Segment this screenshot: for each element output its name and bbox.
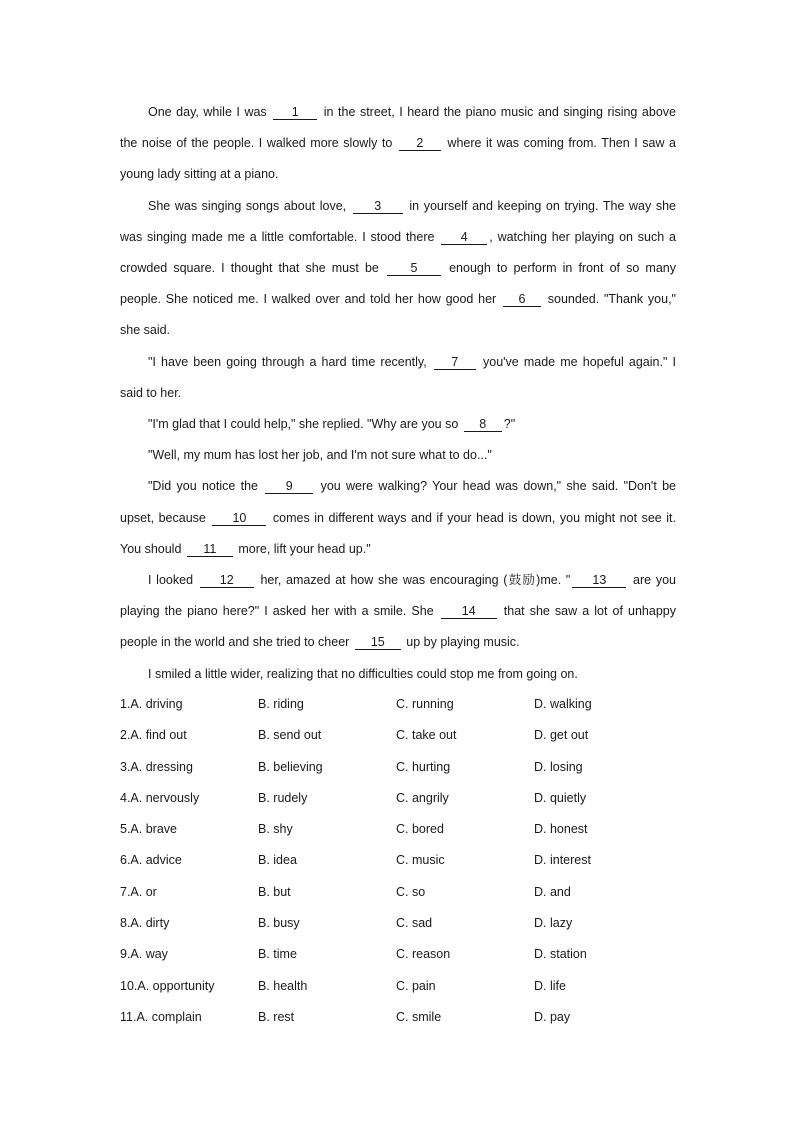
blank-12[interactable]: 12 — [200, 573, 254, 588]
option-row-7 — [120, 877, 680, 908]
passage-text: I looked — [148, 573, 198, 588]
option-9-c[interactable]: C. reason — [396, 947, 451, 962]
option-6-b[interactable]: B. idea — [258, 853, 297, 868]
option-4-a[interactable]: 4.A. nervously — [120, 790, 200, 805]
passage-text: She was singing songs about love, — [148, 198, 351, 213]
option-8-c[interactable]: C. sad — [396, 916, 433, 931]
passage-text: sounded. "Thank you," she said. — [120, 292, 676, 338]
option-1-c[interactable]: C. running — [396, 697, 454, 711]
option-3-b[interactable]: B. believing — [258, 759, 323, 774]
blank-4[interactable]: 4 — [441, 230, 487, 245]
option-row-2 — [120, 720, 680, 751]
option-3-c[interactable]: C. hurting — [396, 759, 451, 774]
passage-paragraph — [120, 471, 676, 565]
passage-text: in the street, I heard the piano music and singing rising above the noise of the people. I walked more slowly to — [120, 105, 676, 151]
option-10-d[interactable]: D. life — [534, 978, 566, 993]
passage-text: you've made me hopeful again." I said to her. — [120, 354, 676, 400]
passage-text: One day, while I was — [148, 105, 272, 119]
option-6-c[interactable]: C. music — [396, 853, 445, 868]
passage-paragraph — [120, 659, 676, 690]
option-7-a[interactable]: 7.A. or — [120, 884, 157, 899]
blank-7[interactable]: 7 — [434, 355, 476, 370]
option-2-b[interactable]: B. send out — [258, 728, 322, 743]
cloze-passage — [120, 97, 676, 690]
option-row-10 — [120, 971, 680, 1002]
option-row-11 — [120, 1002, 680, 1033]
option-8-d[interactable]: D. lazy — [534, 916, 573, 931]
option-row-8 — [120, 908, 680, 939]
option-4-c[interactable]: C. angrily — [396, 790, 449, 805]
option-5-b[interactable]: B. shy — [258, 822, 293, 837]
passage-text: ?" — [503, 417, 516, 432]
passage-text: "I'm glad that I could help," she replied. "Why are you so — [148, 417, 462, 432]
option-9-a[interactable]: 9.A. way — [120, 947, 168, 962]
option-row-5 — [120, 814, 680, 845]
option-2-a[interactable]: 2.A. find out — [120, 728, 187, 743]
option-11-a[interactable]: 11.A. complain — [120, 1009, 202, 1024]
passage-paragraph — [120, 565, 676, 659]
passage-text: are you playing the piano here?" I asked her with a smile. She — [120, 573, 676, 619]
passage-text: in yourself and keeping on trying. The way she was singing made me a little comfortable. I stood there — [120, 198, 676, 244]
option-2-d[interactable]: D. get out — [534, 728, 589, 743]
blank-15[interactable]: 15 — [355, 635, 401, 650]
option-5-c[interactable]: C. bored — [396, 822, 444, 837]
passage-paragraph — [120, 97, 676, 191]
passage-text: "Did you notice the — [148, 479, 264, 494]
option-11-d[interactable]: D. pay — [534, 1009, 571, 1024]
option-4-b[interactable]: B. rudely — [258, 790, 308, 805]
passage-text: "I have been going through a hard time recently, — [148, 354, 432, 369]
option-1-b[interactable]: B. riding — [258, 697, 304, 711]
option-3-a[interactable]: 3.A. dressing — [120, 759, 193, 774]
passage-paragraph — [120, 191, 676, 347]
blank-14[interactable]: 14 — [441, 604, 497, 619]
option-3-d[interactable]: D. losing — [534, 759, 583, 774]
option-1-d[interactable]: D. walking — [534, 697, 592, 711]
passage-text: her, amazed at how she was encouraging (鼓励)me. " — [255, 573, 571, 588]
option-11-c[interactable]: C. smile — [396, 1009, 442, 1024]
option-1-a[interactable]: 1.A. driving — [120, 697, 183, 711]
option-2-c[interactable]: C. take out — [396, 728, 457, 743]
passage-text: that she saw a lot of unhappy people in the world and she tried to cheer — [120, 604, 676, 650]
passage-paragraph — [120, 347, 676, 409]
passage-text: comes in different ways and if your head is down, you might not see it. You should — [120, 510, 676, 556]
passage-text: , watching her playing on such a crowded square. I thought that she must be — [120, 229, 676, 276]
option-5-a[interactable]: 5.A. brave — [120, 822, 177, 837]
option-10-c[interactable]: C. pain — [396, 978, 436, 993]
passage-text: up by playing music. — [402, 635, 520, 650]
passage-text: "Well, my mum has lost her job, and I'm not sure what to do..." — [148, 448, 492, 463]
passage-paragraph — [120, 440, 676, 471]
option-4-d[interactable]: D. quietly — [534, 790, 587, 805]
blank-3[interactable]: 3 — [353, 199, 403, 214]
passage-text: enough to perform in front of so many people. She noticed me. I walked over and told her how good her — [120, 261, 676, 307]
passage-paragraph — [120, 409, 676, 440]
option-row-9 — [120, 939, 680, 970]
option-10-a[interactable]: 10.A. opportunity — [120, 978, 215, 993]
blank-10[interactable]: 10 — [212, 511, 266, 526]
option-row-6 — [120, 845, 680, 876]
blank-11[interactable]: 11 — [187, 542, 233, 557]
option-row-4 — [120, 783, 680, 814]
option-row-3 — [120, 752, 680, 783]
option-10-b[interactable]: B. health — [258, 978, 308, 993]
passage-text: you were walking? Your head was down," she said. "Don't be upset, because — [120, 479, 676, 525]
option-6-a[interactable]: 6.A. advice — [120, 853, 182, 868]
option-7-d[interactable]: D. and — [534, 884, 571, 899]
option-9-b[interactable]: B. time — [258, 947, 297, 962]
blank-9[interactable]: 9 — [265, 479, 313, 494]
option-11-b[interactable]: B. rest — [258, 1009, 295, 1024]
option-7-c[interactable]: C. so — [396, 884, 426, 899]
option-7-b[interactable]: B. but — [258, 884, 291, 899]
blank-5[interactable]: 5 — [387, 261, 441, 276]
option-row-1 — [120, 689, 680, 720]
blank-6[interactable]: 6 — [503, 292, 541, 307]
blank-8[interactable]: 8 — [464, 417, 502, 432]
blank-13[interactable]: 13 — [572, 573, 626, 588]
blank-1[interactable]: 1 — [273, 105, 317, 120]
passage-text: more, lift your head up." — [234, 541, 371, 556]
option-9-d[interactable]: D. station — [534, 947, 587, 962]
passage-text: where it was coming from. Then I saw a young lady sitting at a piano. — [120, 136, 677, 182]
passage-text: I smiled a little wider, realizing that no difficulties could stop me from going on. — [148, 666, 578, 681]
option-5-d[interactable]: D. honest — [534, 822, 588, 837]
option-8-b[interactable]: B. busy — [258, 916, 300, 931]
answer-options — [120, 689, 680, 1033]
blank-2[interactable]: 2 — [399, 136, 441, 151]
option-8-a[interactable]: 8.A. dirty — [120, 916, 170, 931]
option-6-d[interactable]: D. interest — [534, 853, 591, 868]
